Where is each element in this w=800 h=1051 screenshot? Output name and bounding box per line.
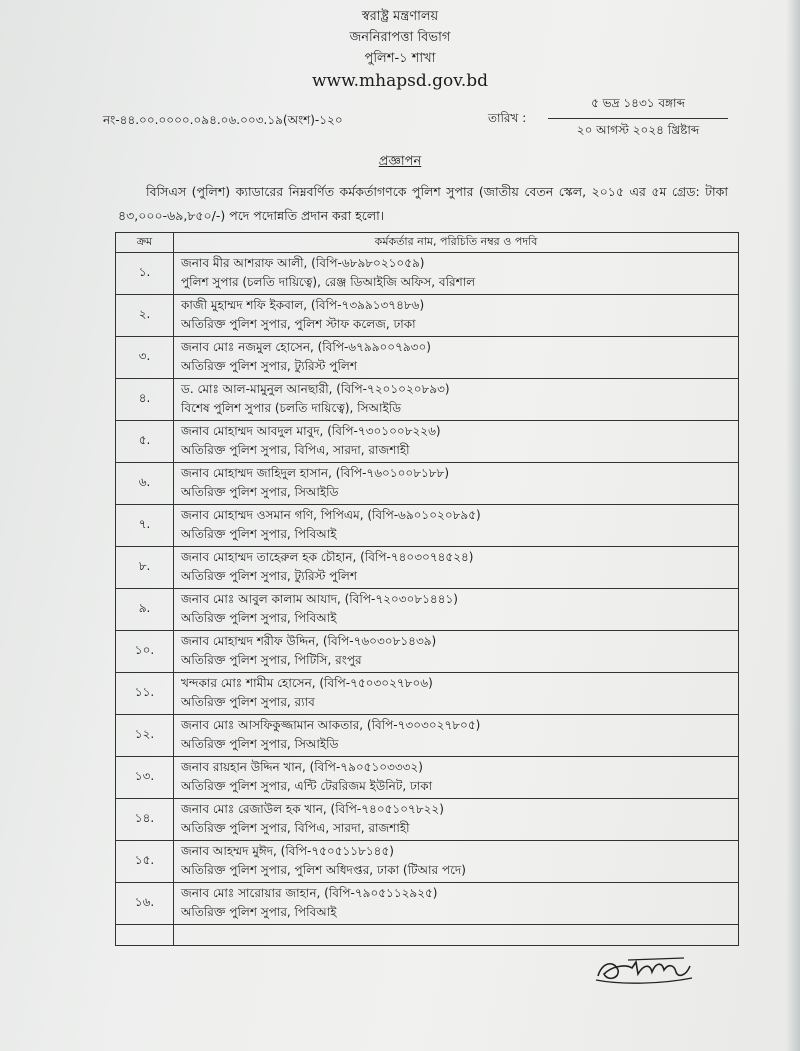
table-row [116,421,739,463]
officer-designation: অতিরিক্ত পুলিশ সুপার, পুলিশ অধিদপ্তর, ঢাকা (টিআর পদে) [181,863,466,877]
serial-number: ১৪. [116,799,174,841]
officer-designation: অতিরিক্ত পুলিশ সুপার, পিবিআই [181,611,337,625]
officer-designation: অতিরিক্ত পুলিশ সুপার, ট্যুরিস্ট পুলিশ [181,569,357,583]
reference-number: নং-৪৪.০০.০০০০.০৯৪.০৬.০০৩.১৯(অংশ)-১২০ [103,113,343,127]
serial-number: ১৩. [116,757,174,799]
ministry-name: স্বরাষ্ট্র মন্ত্রণালয় [361,9,439,24]
table-row [116,547,739,589]
officer-name: জনাব মোঃ আবুল কালাম আযাদ, (বিপি-৭২০৩০৮১৪৪১) [181,592,458,606]
officer-details [174,421,739,463]
serial-number: ৫. [116,421,174,463]
serial-number: ১৬. [116,883,174,925]
serial-number: ১২. [116,715,174,757]
officer-designation: বিশেষ পুলিশ সুপার (চলতি দায়িত্বে), সিআইডি [181,401,402,415]
officer-name: জনাব মোহাম্মদ শরীফ উদ্দিন, (বিপি-৭৬০৩০৮১৪৩৯) [181,634,437,648]
table-row [116,379,739,421]
promotion-table [115,232,739,946]
officer-details [174,799,739,841]
table-row [116,715,739,757]
officer-name: জনাব মোহাম্মদ ওসমান গণি, পিপিএম, (বিপি-৬৯০১০২০৮৯৫) [181,508,481,522]
officer-designation: পুলিশ সুপার (চলতি দায়িত্বে), রেঞ্জ ডিআইজি অফিস, বরিশাল [181,275,476,289]
officer-name: খন্দকার মোঃ শামীম হোসেন, (বিপি-৭৫০৩০২৭৮০৬) [181,676,433,690]
serial-number: ১৫. [116,841,174,883]
officer-details [174,379,739,421]
blank-cell [116,925,174,946]
officer-designation: অতিরিক্ত পুলিশ সুপার, র‍্যাব [181,695,315,709]
officer-details [174,673,739,715]
serial-number: ৮. [116,547,174,589]
officer-name: জনাব আহম্মদ মুঈদ, (বিপি-৭৫০৫১১৮১৪৫) [181,844,394,858]
officer-details [174,715,739,757]
table-blank-row [116,925,739,946]
signature [592,952,696,986]
table-row [116,505,739,547]
date-label: তারিখ : [488,111,527,125]
officer-details [174,295,739,337]
officer-details [174,505,739,547]
officer-name: ড. মোঃ আল-মামুনুল আনছারী, (বিপি-৭২০১০২০৮৯৩) [181,382,450,396]
table-row [116,631,739,673]
table-row [116,337,739,379]
notice-title: প্রজ্ঞাপন [378,154,422,169]
branch-name: পুলিশ-১ শাখা [364,51,436,66]
table-row [116,799,739,841]
serial-number: ৬. [116,463,174,505]
officer-name: জনাব মোঃ রেজাউল হক খান, (বিপি-৭৪০৫১০৭৮২২) [181,802,444,816]
officer-details [174,757,739,799]
officer-details [174,841,739,883]
officer-details [174,463,739,505]
officer-designation: অতিরিক্ত পুলিশ সুপার, বিপিএ, সারদা, রাজশাহী [181,443,410,457]
officer-designation: অতিরিক্ত পুলিশ সুপার, সিআইডি [181,737,339,751]
website-link[interactable]: www.mhapsd.gov.bd [311,71,488,91]
officer-designation: অতিরিক্ত পুলিশ সুপার, পুলিশ স্টাফ কলেজ, ঢাকা [181,317,416,331]
officer-designation: অতিরিক্ত পুলিশ সুপার, সিআইডি [181,485,339,499]
table-row [116,673,739,715]
officer-name: জনাব মোহাম্মদ তাহেরুল হক চৌহান, (বিপি-৭৪০৩০৭৪৫২৪) [181,550,474,564]
date-bengali: ৫ ভদ্র ১৪৩১ বঙ্গাব্দ [548,95,728,119]
table-row [116,841,739,883]
officer-details [174,253,739,295]
officer-designation: অতিরিক্ত পুলিশ সুপার, ট্যুরিস্ট পুলিশ [181,359,357,373]
serial-number: ১১. [116,673,174,715]
officer-designation: অতিরিক্ত পুলিশ সুপার, বিপিএ, সারদা, রাজশাহী [181,821,410,835]
officer-name: কাজী মুহাম্মদ শফি ইকবাল, (বিপি-৭৩৯৯১৩৭৪৮৬) [181,298,425,312]
details-column-header: কর্মকর্তার নাম, পরিচিতি নম্বর ও পদবি [174,233,739,253]
officer-details [174,337,739,379]
date-gregorian: ২০ আগস্ট ২০২৪ খ্রিষ্টাব্দ [576,123,700,137]
serial-column-header: ক্রম [116,233,174,253]
serial-number: ৩. [116,337,174,379]
officer-name: জনাব মীর আশরাফ আলী, (বিপি-৬৮৯৮০২১০৫৯) [181,256,425,270]
serial-number: ৭. [116,505,174,547]
officer-designation: অতিরিক্ত পুলিশ সুপার, পিটিসি, রংপুর [181,653,362,667]
serial-number: ৪. [116,379,174,421]
officer-name: জনাব রায়হান উদ্দিন খান, (বিপি-৭৯০৫১০৩৩৩২) [181,760,423,774]
officer-designation: অতিরিক্ত পুলিশ সুপার, পিবিআই [181,905,337,919]
serial-number: ১০. [116,631,174,673]
table-row [116,589,739,631]
table-row [116,253,739,295]
officer-details [174,589,739,631]
officer-details [174,883,739,925]
officer-name: জনাব মোহাম্মদ আবদুল মাবুদ, (বিপি-৭৩০১০০৮২২৬) [181,424,441,438]
officer-details [174,547,739,589]
date-block [548,95,728,142]
table-row [116,463,739,505]
table-body [116,253,739,946]
notice-body: বিসিএস (পুলিশ) ক্যাডারের নিম্নবর্ণিত কর্মকর্তাগণকে পুলিশ সুপার (জাতীয় বেতন স্কেল, ২০১৫ এর ৫ম গ্রেড: টাকা ৪৩,০০০-৬৯,৮৫০/-) পদে পদোন্নতি প্রদান করা হলো। [118,184,728,223]
officer-name: জনাব মোঃ নজমুল হোসেন, (বিপি-৬৭৯৯০০৭৯৩০) [181,340,431,354]
table-row [116,883,739,925]
table-row [116,757,739,799]
blank-cell [174,925,739,946]
table-header-row [116,233,739,253]
division-name: জননিরাপত্তা বিভাগ [349,30,451,45]
serial-number: ২. [116,295,174,337]
serial-number: ৯. [116,589,174,631]
officer-name: জনাব মোঃ আসফিকুজ্জামান আকতার, (বিপি-৭৩০৩০২৭৮০৫) [181,718,481,732]
letterhead [0,6,800,93]
officer-name: জনাব মোঃ সারোয়ার জাহান, (বিপি-৭৯০৫১১২৯২৫) [181,886,438,900]
table-row [116,295,739,337]
officer-details [174,631,739,673]
officer-name: জনাব মোহাম্মদ জাহিদুল হাসান, (বিপি-৭৬০১০০৮১৮৮) [181,466,450,480]
officer-designation: অতিরিক্ত পুলিশ সুপার, পিবিআই [181,527,337,541]
officer-designation: অতিরিক্ত পুলিশ সুপার, এন্টি টেররিজম ইউনিট, ঢাকা [181,779,433,793]
serial-number: ১. [116,253,174,295]
